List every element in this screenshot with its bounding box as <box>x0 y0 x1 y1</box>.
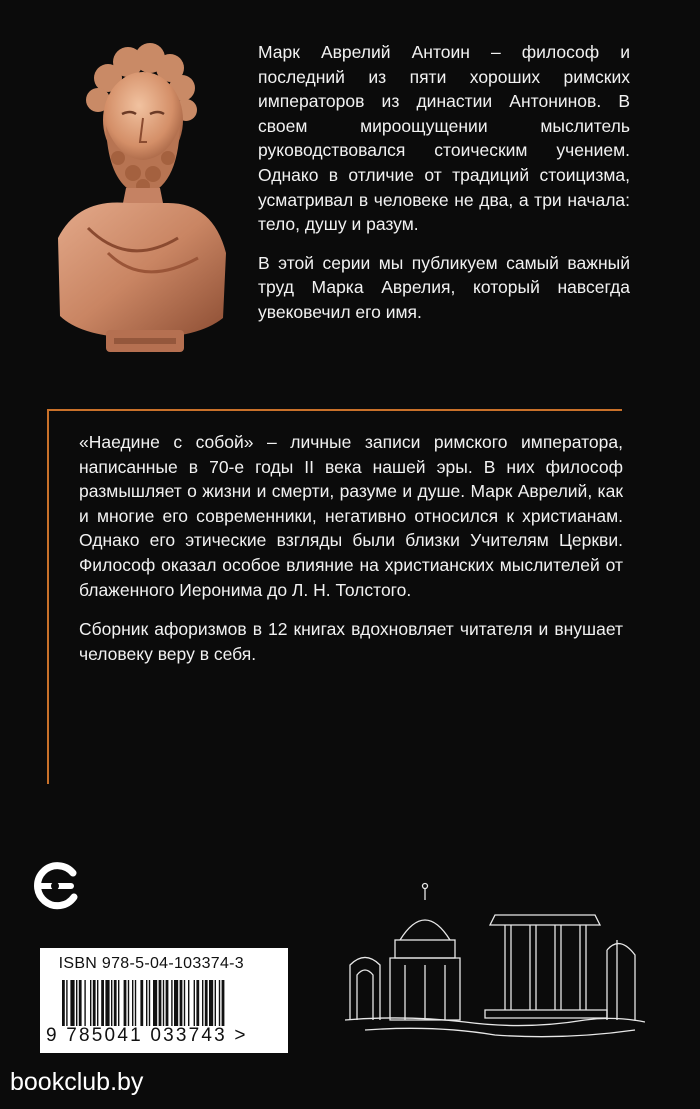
barcode-bar <box>163 980 164 1026</box>
barcode-bar <box>97 980 98 1026</box>
barcode-bar <box>205 980 208 1026</box>
barcode-bar <box>70 980 74 1026</box>
barcode-bar <box>132 980 133 1026</box>
eksmo-logo-icon <box>30 853 80 919</box>
barcode-bar <box>166 980 169 1026</box>
barcode-bar <box>93 980 96 1026</box>
author-intro <box>258 40 630 339</box>
barcode-bar <box>90 980 91 1026</box>
barcode-bar <box>171 980 172 1026</box>
description-paragraph-1: «Наедине с собой» – личные записи римского императора, написанные в 70-е годы II века нашей эры. В них философ размышляет о жизни и смерти, разуме и душе. Марк Аврелий, как и многие его современники, негативно относился к христианам. Однако его этические взгляды были близки Учителям Церкви. Философ оказал особое влияние на христианских мыслителей от блаженного Иеронима до Л. Н. Толстого. <box>79 432 623 600</box>
marcus-aurelius-bust-image <box>48 38 230 358</box>
barcode-bar <box>105 980 109 1026</box>
frame-left-border <box>47 409 49 784</box>
barcode-bar <box>222 980 225 1026</box>
barcode-bar <box>196 980 199 1026</box>
intro-paragraph-1: Марк Аврелий Антоин – философ и последний из пяти хороших римских императоров из династии Антонинов. В своем мироощущении мыслитель руководствовался стоическим учением. Однако в отличие от традиций стоицизма, усматривал в человеке не два, а три начала: тело, душу и разум. <box>258 42 630 235</box>
barcode-bar <box>153 980 157 1026</box>
barcode-bar <box>128 980 129 1026</box>
book-description <box>79 430 623 681</box>
barcode-bar <box>184 980 185 1026</box>
barcode-bar <box>194 980 195 1026</box>
barcode-bar <box>202 980 203 1026</box>
barcode-bar <box>62 980 65 1026</box>
barcode-bar <box>79 980 82 1026</box>
barcode-bar <box>76 980 77 1026</box>
barcode-bar <box>101 980 104 1026</box>
barcode-bar <box>174 980 178 1026</box>
barcode-bar <box>140 980 143 1026</box>
barcode-bar <box>188 980 189 1026</box>
description-paragraph-2: Сборник афоризмов в 12 книгах вдохновляет читателя и внушает человеку веру в себя. <box>79 619 623 664</box>
barcode-digits: 9 785041 033743 > <box>46 1025 248 1046</box>
isbn-label: ISBN 978-5-04-103374-3 <box>58 955 244 972</box>
barcode-bar <box>209 980 213 1026</box>
barcode-bar <box>215 980 216 1026</box>
intro-paragraph-2: В этой серии мы публикуем самый важный труд Марка Аврелия, который навсегда увековечил его имя. <box>258 252 630 322</box>
barcode-bar <box>84 980 85 1026</box>
barcode-bar <box>135 980 136 1026</box>
barcode-bar <box>111 980 112 1026</box>
barcode-bars <box>62 980 276 1026</box>
frame-top-border <box>47 409 622 411</box>
barcode-bar <box>114 980 117 1026</box>
barcode-bar <box>149 980 150 1026</box>
barcode-bar <box>118 980 119 1026</box>
barcode-bar <box>146 980 147 1026</box>
watermark: bookclub.by <box>10 1068 144 1096</box>
barcode-bar <box>66 980 67 1026</box>
barcode-bar <box>219 980 220 1026</box>
barcode-bar <box>159 980 162 1026</box>
barcode-bar <box>124 980 127 1026</box>
barcode-bar <box>180 980 183 1026</box>
roman-forum-ruins-illustration <box>345 870 645 1040</box>
